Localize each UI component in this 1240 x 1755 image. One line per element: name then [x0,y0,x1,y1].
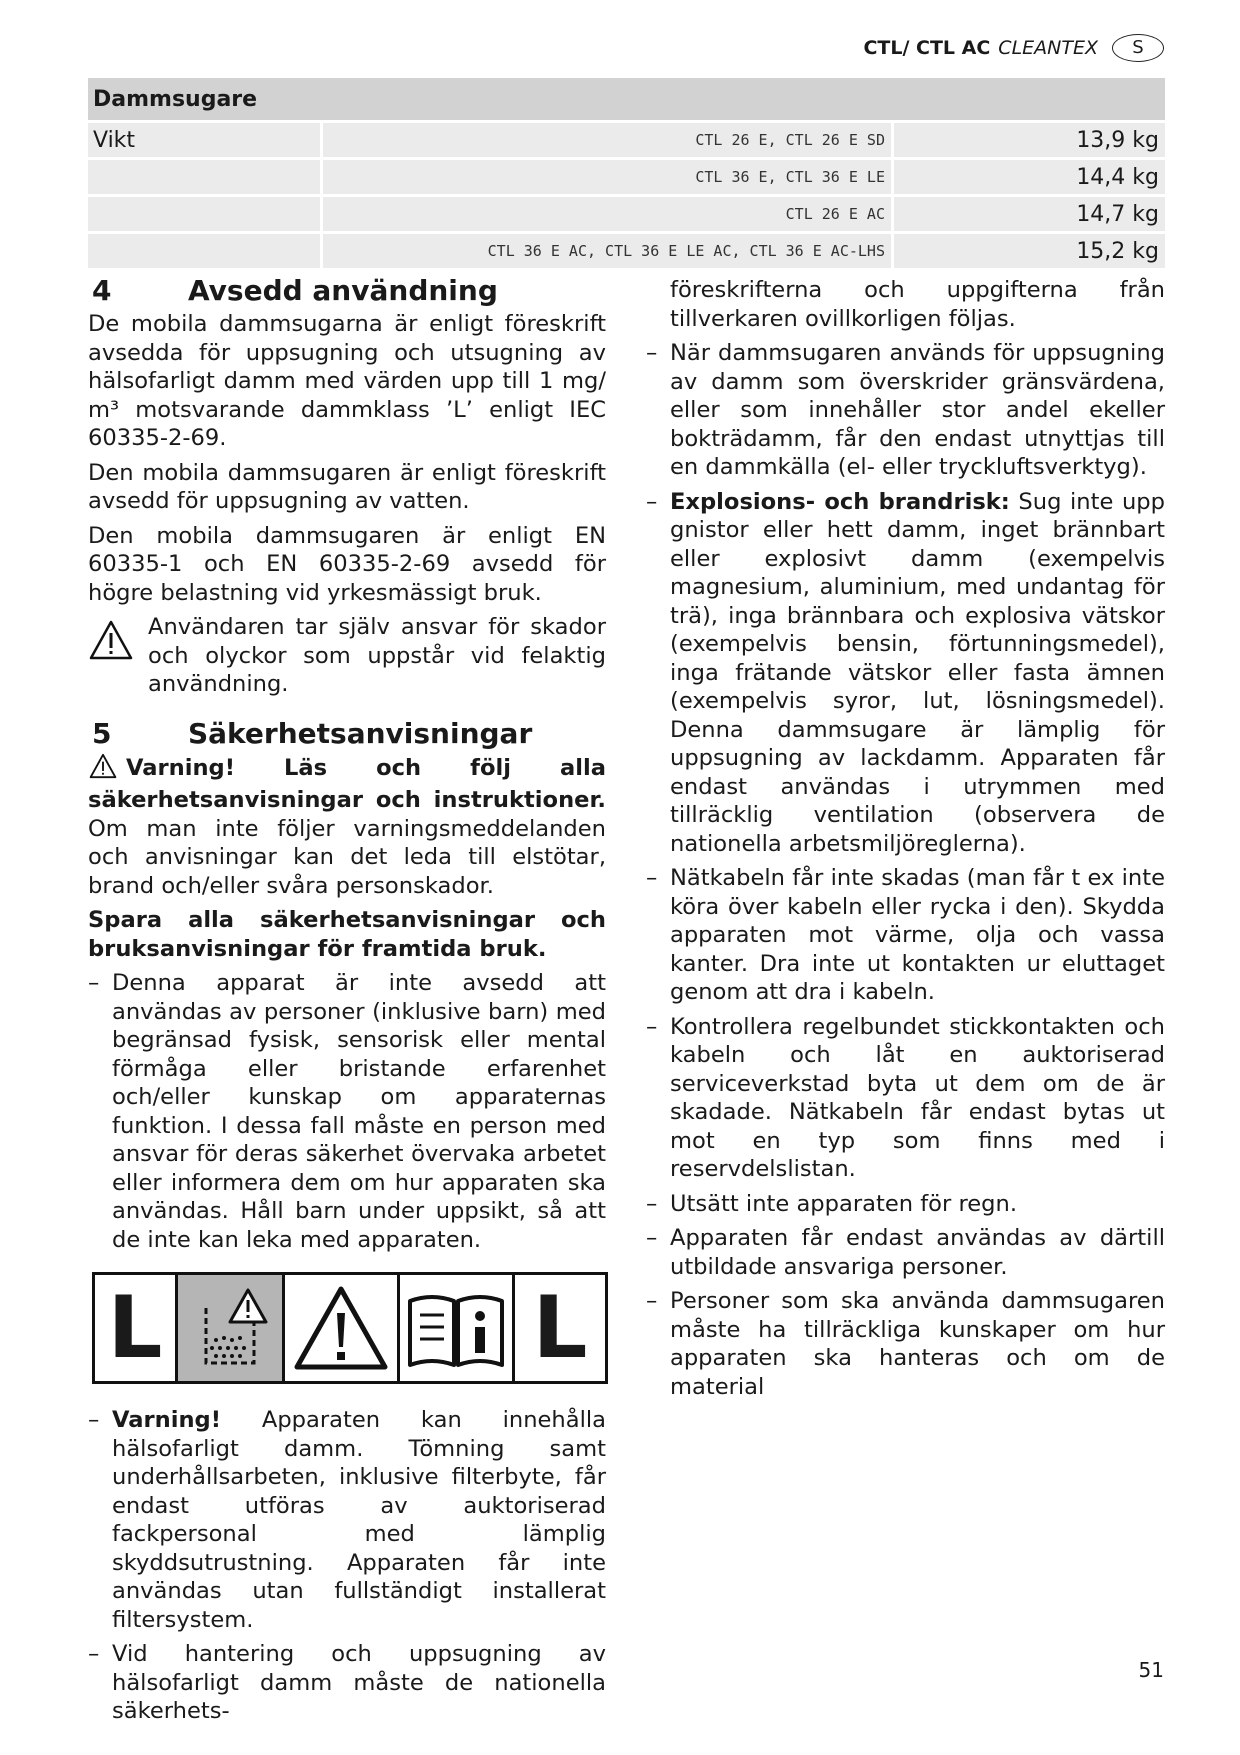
left-column [88,274,606,1732]
list-item-text: Kontrollera regelbundet stickkontakten och kabeln och låt en auktoriserad serviceverkstad byta ut dem om de är skadade. Nätkabeln får endast bytas ut mot en typ som finns med i reservdelslistan. [670,1013,1165,1182]
list-item: – Utsätt inte apparaten för regn. [646,1190,1165,1219]
list-item: – Explosions- och brandrisk: Sug inte upp gnistor eller hett damm, inget brännbart eller explosivt damm (exempelvis magnesium, aluminium, med undantag för trä), inga brännbara och explosiva vätskor (exempelvis bensin, förtunningsmedel), inga frätande vätskor eller fasta ämnen (exempelvis syror, lut, lösningsmedel). Denna dammsugare är lämplig för uppsugning av lackdamm. Apparaten får endast användas i utrymmen med tillräcklig ventilation (observera de nationella arbetsmiljöreglerna). [646,488,1165,857]
row-value: 15,2 kg [894,234,1165,268]
row-models: CTL 36 E, CTL 36 E LE [320,160,894,194]
read-manual-icon [400,1275,515,1381]
header-model-italic: CLEANTEX [998,37,1098,59]
list-item: – Apparaten får endast användas av därtill utbildade ansvariga personer. [646,1225,1165,1280]
safety-symbols-strip [92,1272,608,1384]
list-item-text: Personer som ska använda dammsugaren måste ha tillräckliga kunskaper om hur apparaten ska hanteras och om de material [670,1288,1165,1400]
list-item-continuation [646,276,1165,333]
row-value: 13,9 kg [894,123,1165,157]
save-instructions [88,906,606,963]
section-4-heading [88,274,606,308]
dust-class-l-symbol: L [532,1278,588,1378]
list-item-text: Sug inte upp gnistor eller hett damm, inget brännbart eller explosivt damm (exempelvis magnesium, aluminium, med undantag för trä), inga brännbara och explosiva vätskor (exempelvis bensin, förtunningsmedel), inga frätande vätskor eller fasta ämnen (exempelvis syror, lut, lösningsmedel). Denna dammsugare är lämplig för uppsugning av lackdamm. Apparaten får endast användas i utrymmen med tillräcklig ventilation (observera de nationella arbetsmiljöreglerna). [670,488,1165,857]
list-item: – När dammsugaren används för uppsugning av damm som överskrider gränsvärdena, eller som innehåller stor andel ekeller bokträdamm, får den endast utnyttjas till en dammkälla (el- eller tryckluftsverktyg). [646,340,1165,480]
warning-body: Om man inte följer varningsmeddelanden och anvisningar kan det leda till elstötar, brand och/eller svåra personskador. [88,815,606,899]
paragraph: Den mobila dammsugaren är enligt EN 60335-1 och EN 60335-2-69 avsedd för högre belastning vid yrkesmässigt bruk. [88,522,606,606]
list-item-text: Utsätt inte apparaten för regn. [670,1190,1018,1217]
list-item-text: Denna apparat är inte avsedd att användas av personer (inklusive barn) med begränsad fysisk, sensorisk eller mental förmåga eller bristande erfarenhet och/eller kunskap om apparaternas funktion. I dessa fall måste en person med ansvar för deras säkerhet övervaka arbetet eller informera dem om hur apparaten ska användas. Håll barn under uppsikt, så att de inte kan leka med apparaten. [112,970,606,1253]
warning-triangle-icon [88,613,140,699]
list-item: – Varning! Apparaten kan innehålla hälsofarligt damm. Tömning samt underhållsarbeten, inklusive filterbyte, får endast utföras av auktoriserad fackpersonal med lämplig skyddsutrustning. Apparaten får inte användas utan fullständigt installerat filtersystem. [88,1407,606,1633]
row-label [88,197,320,231]
list-item-text: Apparaten får endast användas av därtill utbildade ansvariga personer. [670,1225,1165,1280]
table-row [88,197,1165,231]
list-item-text: föreskrifterna och uppgifterna från tillverkaren ovillkorligen följas. [670,277,1165,332]
table-row [88,160,1165,194]
list-item-bold: Varning! [112,1407,222,1433]
paragraph: De mobila dammsugarna är enligt föreskrift avsedda för uppsugning och utsugning av hälsofarligt damm med värden upp till 1 mg/ m³ motsvarande dammklass ’L’ enligt IEC 60335-2-69. [88,311,606,451]
row-models: CTL 36 E AC, CTL 36 E LE AC, CTL 36 E AC-LHS [320,234,894,268]
row-label [88,160,320,194]
page-number: 51 [1138,1658,1164,1682]
section-number: 5 [92,716,112,750]
language-badge: S [1112,34,1164,62]
paragraph: Den mobila dammsugaren är enligt föreskrift avsedd för uppsugning av vatten. [88,459,606,514]
list-item: – Kontrollera regelbundet stickkontakten och kabeln och låt en auktoriserad serviceverkstad byta ut dem om de är skadade. Nätkabeln får endast bytas ut mot en typ som finns med i reservdelslistan. [646,1013,1165,1182]
warning-triangle-icon [88,753,118,787]
table-row [88,234,1165,268]
header-model-bold: CTL/ CTL AC [863,37,991,59]
spec-table [88,75,1165,271]
right-column [646,276,1165,1407]
row-value: 14,4 kg [894,160,1165,194]
row-label: Vikt [88,123,320,157]
list-item-bold: Explosions- och brandrisk: [670,488,1010,515]
list-item: – Vid hantering och uppsugning av hälsofarligt damm måste de nationella säkerhets- [88,1641,606,1724]
page-header [863,34,1164,62]
list-item-text: Apparaten kan innehålla hälsofarligt damm. Tömning samt underhållsarbeten, inklusive filterbyte, får endast utföras av auktoriserad fackpersonal med lämplig skyddsutrustning. Apparaten får inte användas utan fullständigt installerat filtersystem. [112,1407,606,1633]
list-item: – Nätkabeln får inte skadas (man får t ex inte köra över kabeln eller rycka i den). Skydda apparaten mot värme, olja och vassa kanter. Dra inte ut kontakten ur eluttaget genom att dra i kabeln. [646,865,1165,1005]
warning-triangle-icon [285,1275,400,1381]
row-label [88,234,320,268]
warning-paragraph [88,753,606,901]
list-item: – Personer som ska använda dammsugaren måste ha tillräckliga kunskaper om hur apparaten ska hanteras och om de material [646,1288,1165,1400]
row-models: CTL 26 E AC [320,197,894,231]
table-row [88,123,1165,157]
save-bold: Spara alla säkerhetsanvisningar och bruksanvisningar för framtida bruk. [88,907,606,962]
row-value: 14,7 kg [894,197,1165,231]
dust-class-l-symbol: L [95,1275,178,1381]
section-title: Avsedd användning [188,274,498,307]
spec-table-heading-row [88,78,1165,120]
list-item-text: Vid hantering och uppsugning av hälsofarligt damm måste de nationella säkerhets- [112,1641,606,1724]
spec-table-heading: Dammsugare [88,78,1165,120]
list-item: – Denna apparat är inte avsedd att användas av personer (inklusive barn) med begränsad fysisk, sensorisk eller mental förmåga eller bristande erfarenhet och/eller kunskap om apparaternas funktion. I dessa fall måste en person med ansvar för deras säkerhet övervaka arbetet eller informera dem om hur apparaten ska användas. Håll barn under uppsikt, så att de inte kan leka med apparaten. [88,970,606,1253]
list-item-text: När dammsugaren används för uppsugning av damm som överskrider gränsvärdena, eller som innehåller stor andel ekeller bokträdamm, får den endast utnyttjas till en dammkälla (el- eller tryckluftsverktyg). [670,340,1165,480]
warning-text: Användaren tar själv ansvar för skador och olyckor som uppstår vid felaktig användning. [148,614,606,697]
warning-note [88,613,606,699]
hazardous-dust-icon [178,1275,285,1381]
section-5-heading [88,717,606,751]
list-item-text: Nätkabeln får inte skadas (man får t ex inte köra över kabeln eller rycka i den). Skydda apparaten mot värme, olja och vassa kanter. Dra inte ut kontakten ur eluttaget genom att dra i kabeln. [670,865,1165,1005]
warning-bold: Varning! Läs och följ alla säkerhetsanvisningar och instruktioner. [88,754,606,813]
row-models: CTL 26 E, CTL 26 E SD [320,123,894,157]
section-title: Säkerhetsanvisningar [188,716,533,750]
section-number: 4 [92,274,112,307]
